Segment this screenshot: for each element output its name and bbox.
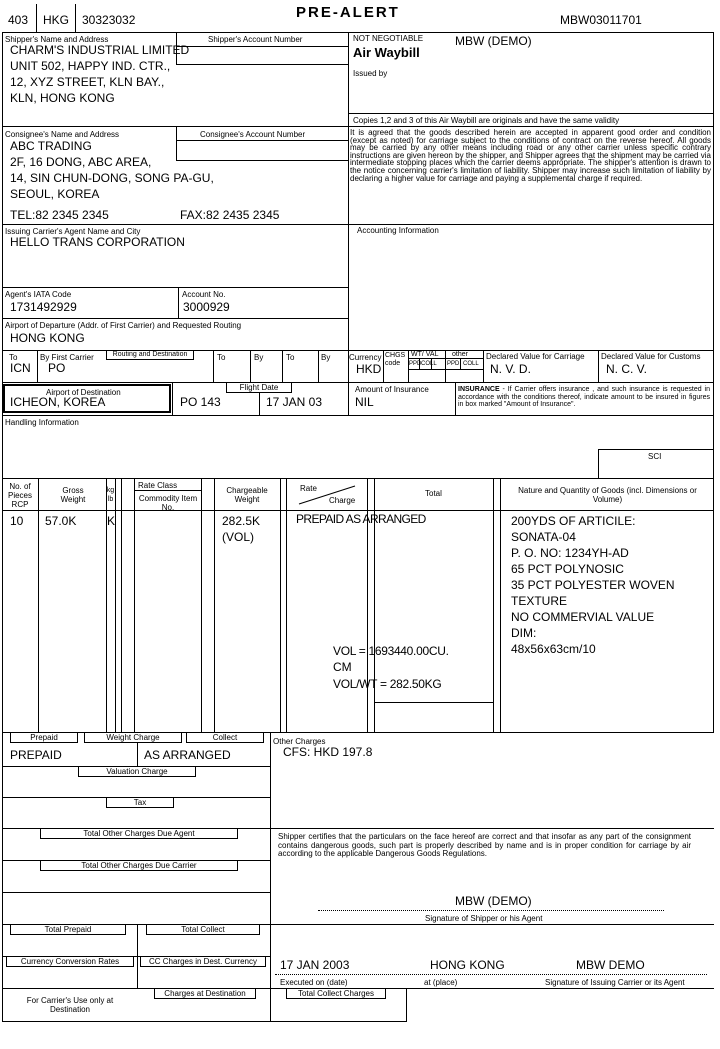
description-line: 200YDS OF ARTICILE: [511,514,636,528]
shipper-label: Shipper's Name and Address [5,35,109,44]
total-label: Total [425,489,442,498]
shipper-signature-label: Signature of Shipper or his Agent [425,914,543,923]
shipper-line: UNIT 502, HAPPY IND. CTR., [10,59,171,73]
volume-line: VOL = 1693440.00CU. [333,644,449,658]
total-prepaid-tab: Total Prepaid [10,925,126,935]
kg-lb-label: kg lb [106,487,115,503]
declared-carriage-label: Declared Value for Carriage [486,352,585,361]
declared-carriage: N. V. D. [490,362,531,376]
wt-val-label: WT/ VAL [411,351,439,358]
account-no-label: Account No. [182,290,226,299]
copies-note: Copies 1,2 and 3 of this Air Waybill are originals and have the same validity [353,116,620,125]
description-line: DIM: [511,626,537,640]
iata-code: 1731492929 [10,300,77,314]
consignee-account-label: Consignee's Account Number [200,130,306,139]
other-ppd-label: PPD [447,361,460,367]
destination-label: Airport of Destination [46,388,121,397]
description-line: P. O. NO: 1234YH-AD [511,546,629,560]
prepaid-tab: Prepaid [10,733,78,743]
description-line: NO COMMERVIAL VALUE [511,610,655,624]
executed-place: HONG KONG [430,958,505,972]
consignee-line: 2F, 16 DONG, ABC AREA, [10,155,152,169]
executed-on-label: Executed on (date) [280,978,348,987]
not-negotiable-label: NOT NEGOTIABLE [353,34,424,43]
routing-to: ICN [10,361,31,375]
shipper-line: 12, XYZ STREET, KLN BAY., [10,75,165,89]
valuation-charge-tab: Valuation Charge [78,767,196,777]
iata-label: Agent's IATA Code [5,290,72,299]
rate-value: PREPAID AS ARRANGED [296,512,426,526]
departure-label: Airport of Departure (Addr. of First Carrier) and Requested Routing [5,321,242,330]
departure-airport: HONG KONG [10,331,85,345]
wt-ppd-label: PPD [409,361,422,367]
by2-label: By [254,353,264,362]
other-due-carrier-tab: Total Other Charges Due Carrier [40,861,238,871]
consignee-line: ABC TRADING [10,139,92,153]
consignee-fax: FAX:82 2435 2345 [180,208,280,222]
consignee-line: 14, SIN CHUN-DONG, SONG PA-GU, [10,171,214,185]
to-label: To [9,353,18,362]
charges-destination-tab: Charges at Destination [154,989,256,999]
collect-tab: Collect [186,733,264,743]
volume-weight-line: VOL/WT = 282.50KG [333,677,442,691]
doc-type: Air Waybill [353,45,420,60]
insurance-amount: NIL [355,395,374,409]
other-coll-label: COLL [463,361,479,367]
wt-coll-label: COLL [421,361,437,367]
tax-tab: Tax [106,798,174,808]
commodity-label: Commodity Item No. [138,494,198,512]
other-charges-value: CFS: HKD 197.8 [283,745,373,759]
total-collect-tab: Total Collect [146,925,260,935]
destination-airport: ICHEON, KOREA [10,395,106,409]
declared-customs: N. C. V. [606,362,647,376]
currency-conversion-tab: Currency Conversion Rates [6,957,134,967]
consignee-line: SEOUL, KOREA [10,187,100,201]
other-due-agent-tab: Total Other Charges Due Agent [40,829,238,839]
chgs-code-label: code [385,360,401,367]
gross-weight-label: Gross Weight [60,486,86,504]
rate-label: Rate [300,484,317,493]
weight-charge-tab: Weight Charge [84,733,182,743]
handling-label: Handling Information [5,418,79,427]
account-no: 3000929 [183,300,230,314]
shipper-line: KLN, HONG KONG [10,91,115,105]
cc-charges-tab: CC Charges in Dest. Currency [140,957,266,967]
gross-weight-value: 57.0K [45,514,77,528]
routing-destination-tab: Routing and Destination [106,351,194,360]
awb-airport: HKG [43,13,70,27]
insurance-note [458,386,710,409]
first-carrier-label: By First Carrier [40,353,94,362]
awb-number: MBW03011701 [560,13,642,27]
insurance-amount-label: Amount of Insurance [355,385,429,394]
sci-label: SCI [648,452,662,461]
other-charges-label: Other Charges [273,737,326,746]
shipper-certification: Shipper certifies that the particulars on the face hereof are correct and that insofar as any part of the consignment contains dangerous goods, such part is properly described by name and is in proper condition for carriage by air according to the applicable Dangerous Goods Regulations. [278,832,691,858]
accounting-label: Accounting Information [357,226,439,235]
insurance-note-text: - If Carrier offers insurance , and such insurance is requested in accordance with the conditions thereof, indicate amount to be insured in figures in box marked "Amount of Insurance". [458,386,710,408]
insurance-note-title: INSURANCE [458,386,500,393]
agent-name: HELLO TRANS CORPORATION [10,235,185,249]
description-line: 65 PCT POLYNOSIC [511,562,624,576]
nature-label: Nature and Quantity of Goods (incl. Dimensions or Volume) [518,486,697,504]
rate-class-label: Rate Class [138,481,178,490]
chargeable-weight-note: (VOL) [222,530,255,544]
description-line: TEXTURE [511,594,568,608]
description-line: 48x56x63cm/10 [511,642,596,656]
awb-serial: 30323032 [82,13,136,27]
executed-date: 17 JAN 2003 [280,958,350,972]
flight-date: 17 JAN 03 [266,395,323,409]
pieces-label: No. of Pieces RCP [7,482,32,509]
declared-customs-label: Declared Value for Customs [601,352,701,361]
issuer-signature: MBW DEMO [576,958,645,972]
issuer-signature-label: Signature of Issuing Carrier or its Agent [545,978,685,987]
consignee-tel: TEL:82 2345 2345 [10,208,109,222]
page-title: PRE-ALERT [296,4,400,21]
issuer-company: MBW (DEMO) [455,34,532,48]
consignee-label: Consignee's Name and Address [5,130,120,139]
to3-label: To [286,353,295,362]
to2-label: To [217,353,226,362]
chargeable-weight-value: 282.5K [222,514,261,528]
by3-label: By [321,353,331,362]
at-place-label: at (place) [424,978,458,987]
issued-by-label: Issued by [353,69,388,78]
prepaid-value: PREPAID [10,748,62,762]
agent-label: Issuing Carrier's Agent Name and City [5,227,141,236]
pieces-value: 10 [10,514,24,528]
shipper-account-label: Shipper's Account Number [208,35,303,44]
currency-label: Currency [349,353,382,362]
volume-line: CM [333,660,352,674]
chgs-label: CHGS [385,352,406,359]
carrier-use-label: For Carrier's Use only at Destination [26,996,114,1014]
other-label: other [452,351,468,358]
flight-number: PO 143 [180,395,221,409]
first-carrier: PO [48,361,66,375]
description-line: 35 PCT POLYESTER WOVEN [511,578,675,592]
awb-prefix: 403 [8,13,29,27]
weight-unit: K [107,514,116,528]
weight-charge-value: AS ARRANGED [144,748,231,762]
charge-label: Charge [329,496,356,505]
currency: HKD [356,362,382,376]
flight-date-tab: Flight Date [226,383,292,393]
total-collect-charges-tab: Total Collect Charges [286,989,386,999]
shipper-signature: MBW (DEMO) [455,894,532,908]
description-line: SONATA-04 [511,530,576,544]
chargeable-weight-label: Chargeable Weight [226,486,268,504]
conditions-text: It is agreed that the goods described herein are accepted in apparent good order and condition (except as noted) for carriage subject to the conditions of contract on the reverse hereof. All goods may be carried by any other means including road or any other carrier unless specific contrary instructions are given hereon by the shipper, and Shipper agrees that the shipment may be carried via intermediate stopping places which the carrier deems appropriate. The shipper's attention is drawn to the notice concerning carrier's limitation of liability. Shipper may increase such limitation of liability by declaring a higher value for carriage and paying a supplemental charge if required. [350,129,711,183]
shipper-line: CHARM'S INDUSTRIAL LIMITED [10,43,190,57]
